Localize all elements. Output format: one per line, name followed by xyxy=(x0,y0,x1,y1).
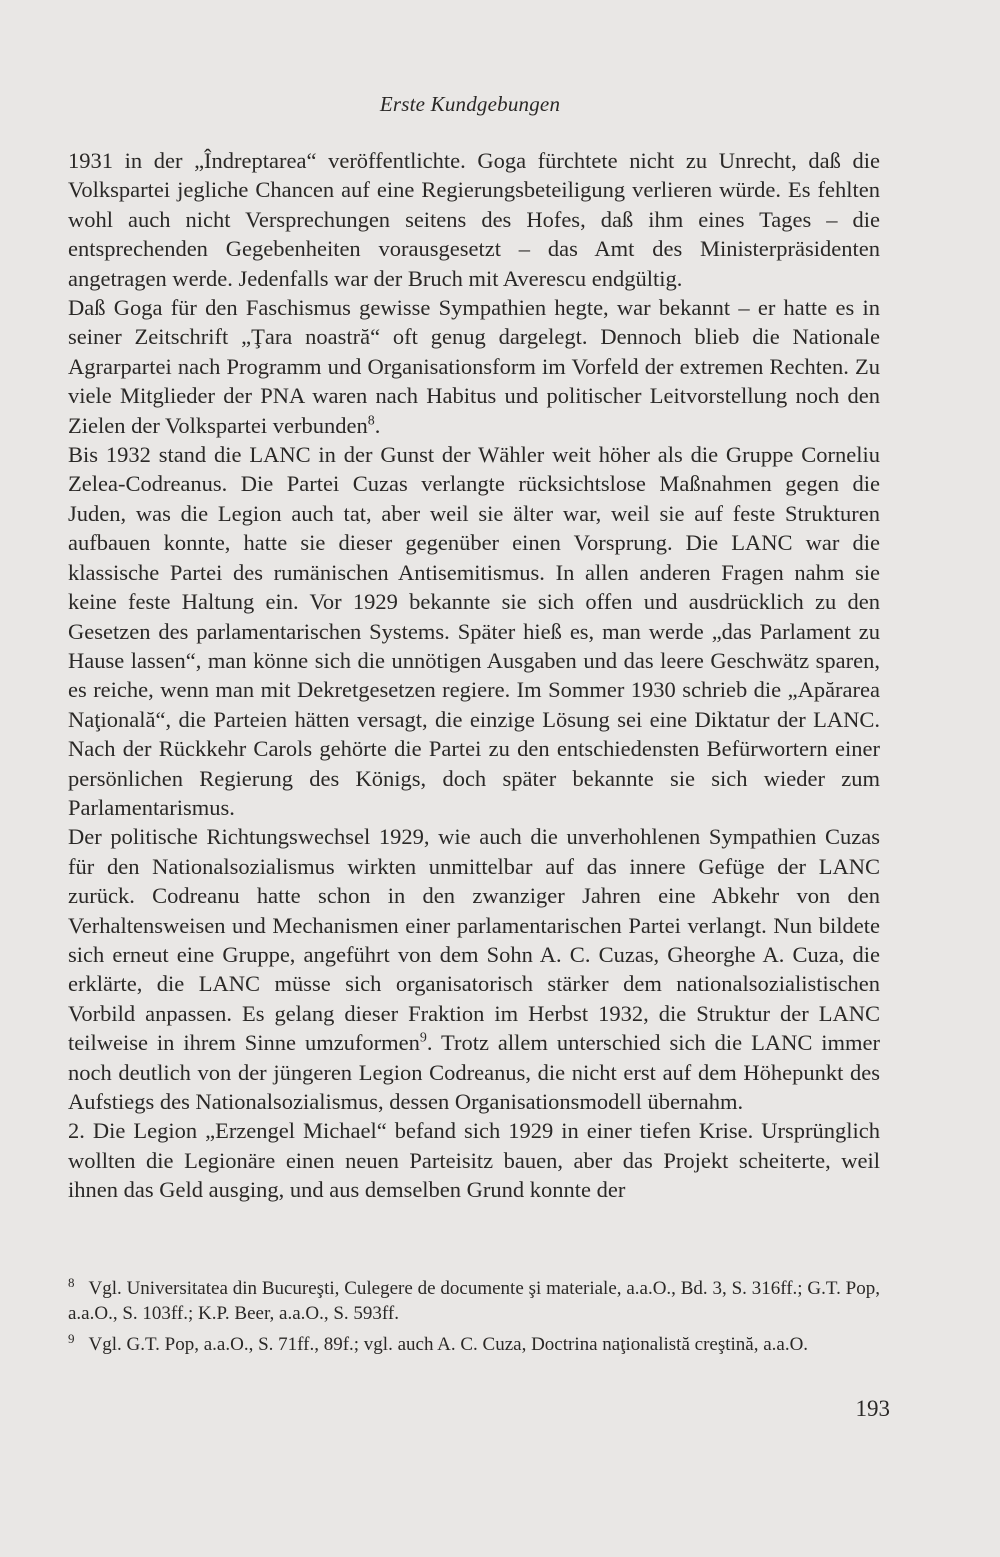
page-number: 193 xyxy=(855,1396,890,1421)
footnote-reference: 9 xyxy=(419,1030,427,1046)
footnote: $^8$ Vgl. Universitatea din Bucureşti, Culegere de documente şi materiale, a.a.O., Bd. 3, S. 316ff.; G.T. Pop, a.a.O., S. 103ff.; K.P. Beer, a.a.O., S. 593ff. xyxy=(68,1275,880,1324)
footnote-number: 8 xyxy=(68,1275,75,1290)
footnotes xyxy=(68,1270,880,1357)
footnote-number: 9 xyxy=(68,1331,75,1346)
paragraph: Bis 1932 stand die LANC in der Gunst der Wähler weit höher als die Gruppe Corneliu Zelea-Codreanus. Die Partei Cuzas verlangte rücksichtslose Maßnahmen gegen die Juden, was die Legion auch tat, aber weil sie älter war, weil sie auf feste Strukturen aufbauen konnte, hatte sie dieser gegenüber einen Vorsprung. Die LANC war die klassische Partei des rumänischen Antisemitismus. In allen anderen Fragen nahm sie keine feste Haltung ein. Vor 1929 bekannte sie sich offen und ausdrücklich zu den Gesetzen des parlamentarischen Systems. Später hieß es, man werde „das Parlament zu Hause lassen“, man könne sich die unnötigen Ausgaben und das leere Geschwätz sparen, es reiche, wenn man mit Dekretgesetzen regiere. Im Sommer 1930 schrieb die „Apărarea Naţională“, die Parteien hätten versagt, die einzige Lösung sei eine Diktatur der LANC. Nach der Rückkehr Carols gehörte die Partei zu den entschiedensten Befürwortern einer persönlichen Regierung des Königs, doch später bekannte sie sich wieder zum Parlamentarismus. xyxy=(68,442,880,820)
paragraph: Daß Goga für den Faschismus gewisse Sympathien hegte, war bekannt – er hatte es in seiner Zeitschrift „Ţara noastră“ oft genug dargelegt. Dennoch blieb die Nationale Agrarpartei nach Programm und Organisationsform im Vorfeld der extremen Rechten. Zu viele Mitglieder der PNA waren nach Habitus und politischer Leitvorstellung noch den Zielen der Volkspartei verbunden$^8$. xyxy=(68,295,880,438)
paragraph: 1931 in der „Îndreptarea“ veröffentlichte. Goga fürchtete nicht zu Unrecht, daß die Volkspartei jegliche Chancen auf eine Regierungsbeteiligung verlieren würde. Es fehlten wohl auch nicht Versprechungen seitens des Hofes, daß ihm eines Tages – die entsprechenden Gegebenheiten vorausgesetzt – das Amt des Ministerpräsidenten angetragen werde. Jedenfalls war der Bruch mit Averescu endgültig. xyxy=(68,148,880,291)
footnote: $^9$ Vgl. G.T. Pop, a.a.O., S. 71ff., 89f.; vgl. auch A. C. Cuza, Doctrina naţionalistă creştină, a.a.O. xyxy=(68,1331,809,1355)
footnote-reference: 8 xyxy=(367,413,375,429)
paragraph: 2. Die Legion „Erzengel Michael“ befand sich 1929 in einer tiefen Krise. Ursprünglich wollten die Legionäre einen neuen Parteisitz bauen, aber das Projekt scheiterte, weil ihnen das Geld ausging, und aus demselben Grund konnte der xyxy=(68,1118,880,1203)
body-text xyxy=(68,146,880,1205)
paragraph: Der politische Richtungswechsel 1929, wie auch die unverhohlenen Sympathien Cuzas für den Nationalsozialismus wirkten unmittelbar auf das innere Gefüge der LANC zurück. Codreanu hatte schon in den zwanziger Jahren eine Abkehr von den Verhaltensweisen und Mechanismen einer parlamentarischen Partei verlangt. Nun bildete sich erneut eine Gruppe, angeführt von dem Sohn A. C. Cuzas, Gheorghe A. Cuza, die erklärte, die LANC müsse sich organisatorisch stärker dem nationalsozialistischen Vorbild anpassen. Es gelang dieser Fraktion im Herbst 1932, die Struktur der LANC teilweise in ihrem Sinne umzuformen$^9$. Trotz allem unterschied sich die LANC immer noch deutlich von der jüngeren Legion Codreanus, die nicht erst auf dem Höhepunkt des Aufstiegs des Nationalsozialismus, dessen Organisationsmodell übernahm. xyxy=(68,824,880,1114)
running-head: Erste Kundgebungen xyxy=(379,92,561,116)
